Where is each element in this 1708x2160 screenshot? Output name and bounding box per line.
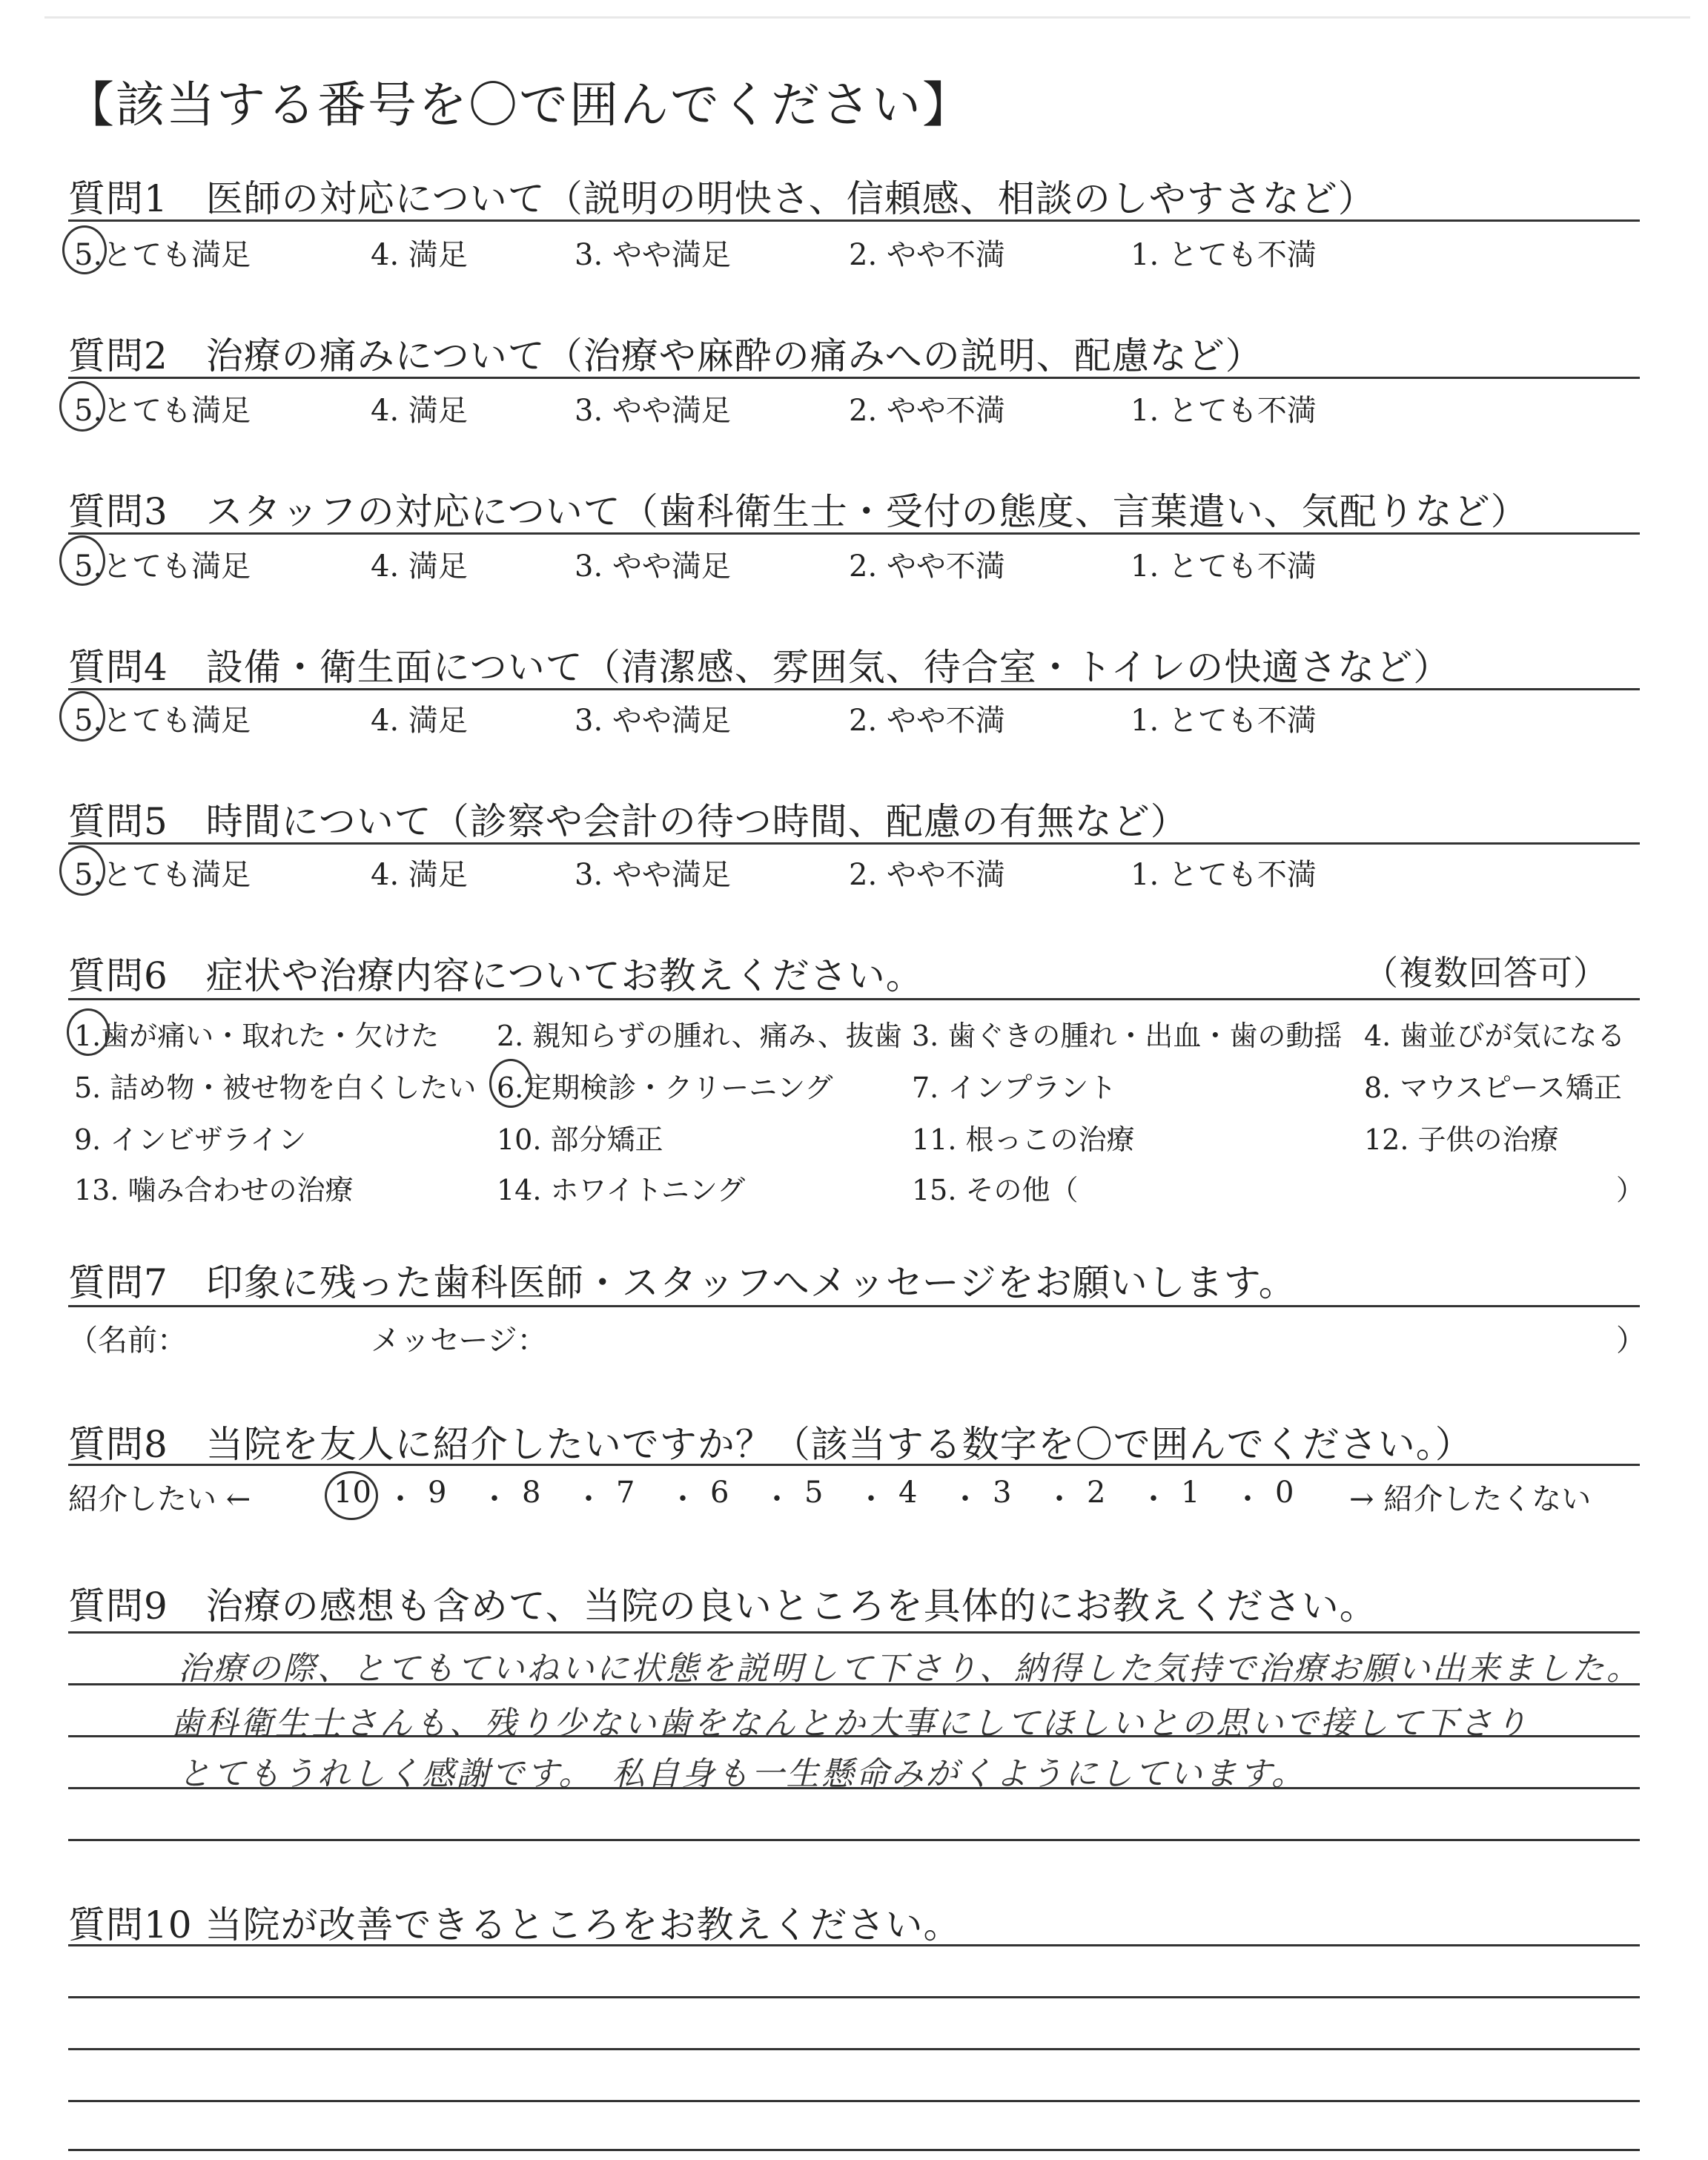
q1-option-4[interactable]: 4. 満足	[371, 238, 468, 272]
q1-option-2[interactable]: 2. やや不満	[849, 238, 1005, 272]
q8-selection-circle	[325, 1471, 378, 1520]
q6-option-6[interactable]: 6.定期検診・クリーニング	[497, 1071, 833, 1104]
q5-option-5[interactable]: 5.とても満足	[74, 858, 251, 892]
q5-option-2[interactable]: 2. やや不満	[849, 858, 1005, 892]
q2-option-2[interactable]: 2. やや不満	[849, 394, 1005, 428]
q8-scale-separator: ・	[385, 1482, 415, 1516]
question-6-note: （複数回答可）	[1364, 953, 1608, 993]
q8-scale-value-4[interactable]: 4	[898, 1476, 918, 1510]
q6-option-15[interactable]: 15. その他（	[912, 1174, 1079, 1206]
q8-scale-value-6[interactable]: 6	[710, 1476, 729, 1510]
q8-scale-separator: ・	[1233, 1482, 1262, 1516]
q8-scale-separator: ・	[950, 1482, 980, 1516]
q3-option-5[interactable]: 5.とても満足	[74, 549, 251, 584]
q5-selection-circle	[59, 845, 105, 896]
question-9-label: 質問9 治療の感想も含めて、当院の良いところを具体的にお教えください。	[68, 1585, 1377, 1628]
q5-option-1[interactable]: 1. とても不満	[1131, 858, 1317, 892]
q6-option-3[interactable]: 3. 歯ぐきの腫れ・出血・歯の動揺	[912, 1020, 1343, 1052]
q4-option-4[interactable]: 4. 満足	[371, 704, 468, 738]
q8-scale-separator: ・	[1045, 1482, 1074, 1516]
question-1-label: 質問1 医師の対応について（説明の明快さ、信頼感、相談のしやすさなど）	[68, 177, 1376, 220]
question-9-rule-0	[68, 1631, 1640, 1634]
q6-option-10[interactable]: 10. 部分矯正	[497, 1123, 663, 1156]
question-10-rule-0	[68, 1944, 1640, 1946]
q8-scale-value-9[interactable]: 9	[428, 1476, 447, 1510]
question-3-rule	[68, 532, 1640, 535]
question-4-rule	[68, 688, 1640, 690]
q6-option-12[interactable]: 12. 子供の治療	[1364, 1123, 1559, 1156]
q8-scale-value-2[interactable]: 2	[1087, 1476, 1106, 1510]
question-5-rule	[68, 842, 1640, 845]
q8-scale-separator: ・	[668, 1482, 698, 1516]
q4-option-1[interactable]: 1. とても不満	[1131, 704, 1317, 738]
q9-answer-line-3: とてもうれしく感謝です。 私自身も一生懸命みがくようにしています。	[178, 1755, 1306, 1793]
q7-message-label: メッセージ：	[371, 1324, 547, 1358]
q6-option-1[interactable]: 1.歯が痛い・取れた・欠けた	[74, 1020, 440, 1052]
q1-option-3[interactable]: 3. やや満足	[575, 238, 731, 272]
q6-option-9[interactable]: 9. インビザライン	[74, 1123, 307, 1156]
question-10-rule-1	[68, 1996, 1640, 1998]
q2-option-3[interactable]: 3. やや満足	[575, 394, 731, 428]
q4-option-2[interactable]: 2. やや不満	[849, 704, 1005, 738]
q2-option-4[interactable]: 4. 満足	[371, 394, 468, 428]
q3-option-4[interactable]: 4. 満足	[371, 549, 468, 584]
question-8-label: 質問8 当院を友人に紹介したいですか？（該当する数字を〇で囲んでください。）	[68, 1423, 1473, 1466]
question-6-rule	[68, 998, 1640, 1000]
q1-option-1[interactable]: 1. とても不満	[1131, 238, 1317, 272]
q7-close-paren: ）	[1616, 1324, 1646, 1358]
question-5-label: 質問5 時間について（診察や会計の待つ時間、配慮の有無など）	[68, 800, 1188, 843]
q8-scale-value-7[interactable]: 7	[616, 1476, 635, 1510]
q6-option-8[interactable]: 8. マウスピース矯正	[1364, 1071, 1622, 1104]
q2-option-1[interactable]: 1. とても不満	[1131, 394, 1317, 428]
question-6-label: 質問6 症状や治療内容についてお教えください。	[68, 954, 924, 997]
q8-scale-separator: ・	[480, 1482, 509, 1516]
q8-scale-value-5[interactable]: 5	[804, 1476, 824, 1510]
q7-name-label: （名前：	[68, 1324, 187, 1358]
q6-option-15-close: ）	[1616, 1174, 1645, 1206]
q3-selection-circle	[59, 535, 105, 586]
question-10-rule-4	[68, 2149, 1640, 2151]
q6-option-5[interactable]: 5. 詰め物・被せ物を白くしたい	[74, 1071, 477, 1104]
q8-scale-value-0[interactable]: 0	[1275, 1476, 1294, 1510]
q2-option-5[interactable]: 5.とても満足	[74, 394, 251, 428]
q8-scale-value-3[interactable]: 3	[993, 1476, 1012, 1510]
question-10-rule-2	[68, 2048, 1640, 2050]
question-2-rule	[68, 377, 1640, 379]
q1-option-5[interactable]: 5.とても満足	[74, 238, 251, 272]
q4-option-3[interactable]: 3. やや満足	[575, 704, 731, 738]
q4-option-5[interactable]: 5.とても満足	[74, 704, 251, 738]
question-1-rule	[68, 219, 1640, 222]
q5-option-3[interactable]: 3. やや満足	[575, 858, 731, 892]
q6-option-4[interactable]: 4. 歯並びが気になる	[1364, 1020, 1626, 1052]
q8-left-label: 紹介したい ←	[68, 1482, 251, 1516]
q6-option-13[interactable]: 13. 噛み合わせの治療	[74, 1174, 354, 1206]
q9-answer-line-1: 治療の際、とてもていねいに状態を説明して下さり、納得した気持で治療お願い出来ました。	[178, 1650, 1641, 1688]
question-7-label: 質問7 印象に残った歯科医師・スタッフへメッセージをお願いします。	[68, 1261, 1297, 1304]
question-4-label: 質問4 設備・衛生面について（清潔感、雰囲気、待合室・トイレの快適さなど）	[68, 646, 1452, 689]
q8-scale-value-1[interactable]: 1	[1181, 1476, 1200, 1510]
top-edge-line	[44, 16, 1690, 19]
q8-scale-separator: ・	[856, 1482, 886, 1516]
question-3-label: 質問3 スタッフの対応について（歯科衛生士・受付の態度、言葉遣い、気配りなど）	[68, 490, 1529, 533]
q8-scale-separator: ・	[574, 1482, 603, 1516]
q6-option-2[interactable]: 2. 親知らずの腫れ、痛み、抜歯	[497, 1020, 902, 1052]
q8-scale-value-10[interactable]: 10	[334, 1476, 371, 1510]
question-2-label: 質問2 治療の痛みについて（治療や麻酔の痛みへの説明、配慮など）	[68, 334, 1263, 377]
q8-scale-separator: ・	[762, 1482, 792, 1516]
question-9-rule-4	[68, 1839, 1640, 1841]
page-title: 【該当する番号を〇で囲んでください】	[65, 76, 973, 133]
q6-selection-circle-6	[489, 1059, 532, 1108]
q6-selection-circle-1	[67, 1008, 110, 1056]
question-10-rule-3	[68, 2100, 1640, 2102]
question-10-label: 質問10 当院が改善できるところをお教えください。	[68, 1903, 961, 1946]
q1-selection-circle	[62, 225, 107, 274]
q8-right-label: → 紹介したくない	[1349, 1482, 1592, 1516]
q6-option-14[interactable]: 14. ホワイトニング	[497, 1174, 746, 1206]
question-8-rule	[68, 1464, 1640, 1466]
q6-option-7[interactable]: 7. インプラント	[912, 1071, 1117, 1104]
q2-selection-circle	[59, 381, 105, 432]
question-7-rule	[68, 1305, 1640, 1307]
q3-option-2[interactable]: 2. やや不満	[849, 549, 1005, 584]
q8-scale-value-8[interactable]: 8	[522, 1476, 541, 1510]
q3-option-1[interactable]: 1. とても不満	[1131, 549, 1317, 584]
q9-answer-line-2: 歯科衛生士さんも、残り少ない歯をなんとか大事にしてほしいとの思いで接して下さり	[171, 1705, 1529, 1743]
q5-option-4[interactable]: 4. 満足	[371, 858, 468, 892]
q4-selection-circle	[59, 691, 105, 742]
q6-option-11[interactable]: 11. 根っこの治療	[912, 1123, 1135, 1156]
q8-scale-separator: ・	[1139, 1482, 1168, 1516]
q3-option-3[interactable]: 3. やや満足	[575, 549, 731, 584]
